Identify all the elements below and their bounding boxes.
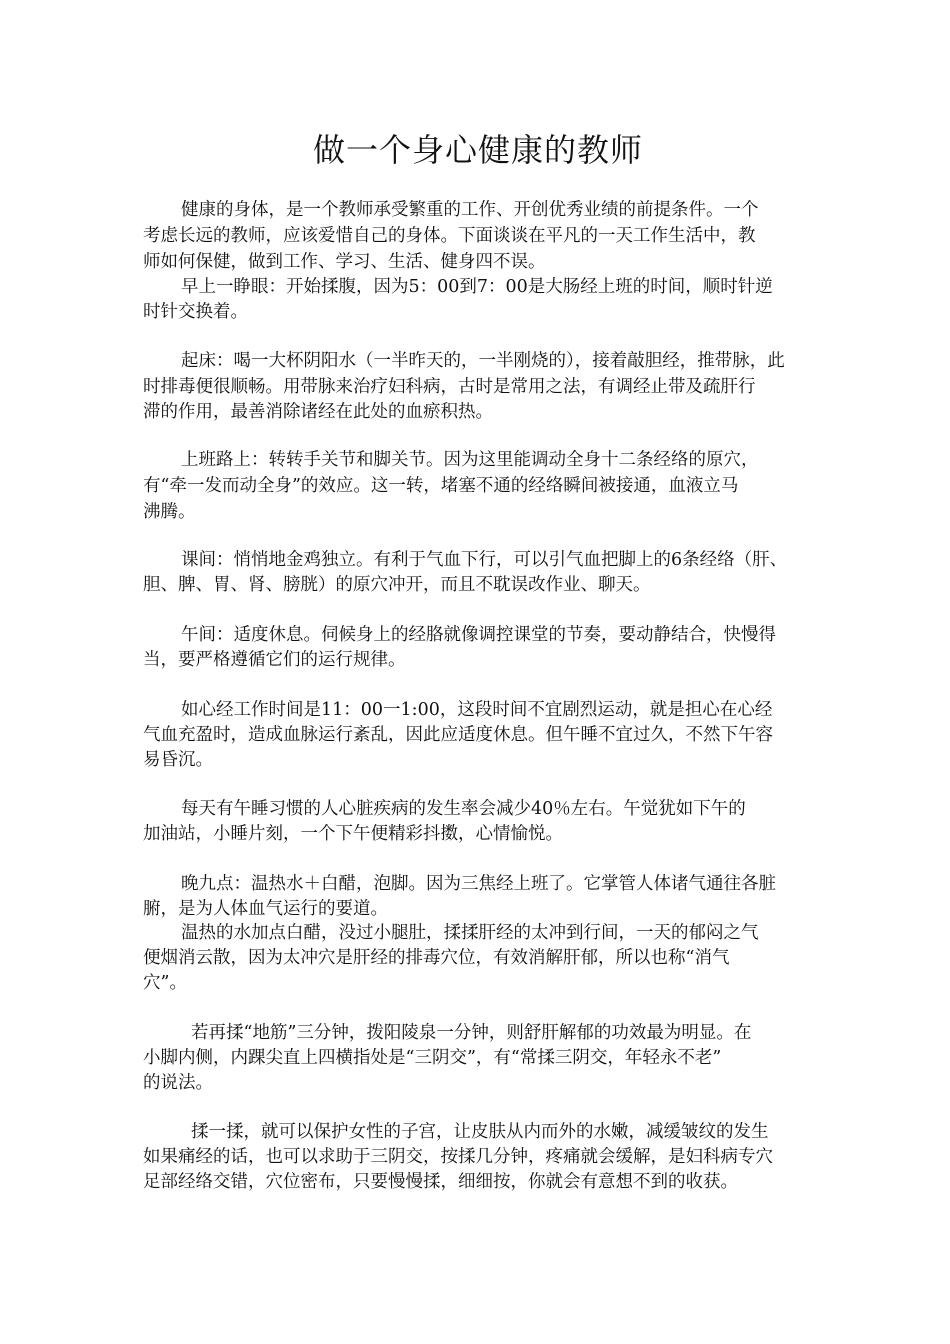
text-line: 晚九点：温热水＋白醋，泡脚。因为三焦经上班了。它掌管人体诸气通往各脏 (181, 874, 776, 894)
text-line: 气血充盈时，造成血脉运行紊乱，因此应适度休息。但午睡不宜过久，不然下午容 (143, 725, 773, 745)
text-line: 早上一睁眼：开始揉腹，因为5：00到7：00是大肠经上班的时间，顺时针逆 (181, 277, 773, 297)
text-line: 的说法。 (143, 1073, 213, 1093)
text-line: 时针交换着。 (143, 302, 248, 322)
text-line: 健康的身体，是一个教师承受繁重的工作、开创优秀业绩的前提条件。一个 (181, 200, 759, 220)
text-line: 加油站，小睡片刻，一个下午便精彩抖擞，心情愉悦。 (143, 824, 563, 844)
text-line: 有“牵一发而动全身”的效应。这一转，堵塞不通的经络瞬间被接通，血液立马 (143, 476, 739, 496)
text-line: 时排毒便很顺畅。用带脉来治疗妇科病，古时是常用之法，有调经止带及疏肝行 (143, 377, 756, 397)
text-line: 穴”。 (143, 973, 187, 993)
text-line: 起床：喝一大杯阴阳水（一半昨天的，一半刚烧的），接着敲胆经，推带脉，此 (181, 351, 785, 371)
text-line: 考虑长远的教师，应该爱惜自己的身体。下面谈谈在平凡的一天工作生活中，教 (143, 226, 756, 246)
text-line: 易昏沉。 (143, 750, 213, 770)
text-line: 师如何保健，做到工作、学习、生活、健身四不误。 (143, 252, 546, 272)
text-line: 腑，是为人体血气运行的要道。 (143, 899, 388, 919)
text-line: 小脚内侧，内踝尖直上四横指处是“三阴交”，有“常揉三阴交，年轻永不老” (143, 1048, 722, 1068)
text-line: 上班路上：转转手关节和脚关节。因为这里能调动全身十二条经络的原穴， (181, 450, 759, 470)
text-line: 每天有午睡习惯的人心脏疾病的发生率会减少40％左右。午觉犹如下午的 (181, 799, 746, 819)
text-line: 胆、脾、胃、肾、膀胱）的原穴冲开，而且不耽误改作业、聊天。 (143, 575, 651, 595)
text-line: 足部经络交错，穴位密布，只要慢慢揉，细细按，你就会有意想不到的收获。 (143, 1172, 738, 1192)
document-title: 做一个身心健康的教师 (312, 131, 643, 169)
text-line: 若再揉“地筋”三分钟，拨阳陵泉一分钟，则舒肝解郁的功效最为明显。在 (191, 1023, 752, 1043)
text-line: 如果痛经的话，也可以求助于三阴交，按揉几分钟，疼痛就会缓解，是妇科病专穴 (143, 1147, 773, 1167)
text-line: 课间：悄悄地金鸡独立。有利于气血下行，可以引气血把脚上的6条经络（肝、 (181, 550, 788, 570)
text-line: 揉一揉，就可以保护女性的子宫，让皮肤从内而外的水嫩，减缓皱纹的发生 (191, 1122, 769, 1142)
text-line: 温热的水加点白醋，没过小腿肚，揉揉肝经的太冲到行间，一天的郁闷之气 (181, 923, 759, 943)
text-line: 如心经工作时间是11：00一1:00，这段时间不宜剧烈运动，就是担心在心经 (181, 700, 773, 720)
text-line: 沸腾。 (143, 502, 196, 522)
text-line: 当，要严格遵循它们的运行规律。 (143, 650, 406, 670)
text-line: 滞的作用，最善消除诸经在此处的血瘀积热。 (143, 402, 493, 422)
text-line: 午间：适度休息。伺候身上的经胳就像调控课堂的节奏，要动静结合，快慢得 (181, 625, 776, 645)
text-line: 便烟消云散，因为太冲穴是肝经的排毒穴位，有效消解肝郁，所以也称“消气 (143, 948, 730, 968)
